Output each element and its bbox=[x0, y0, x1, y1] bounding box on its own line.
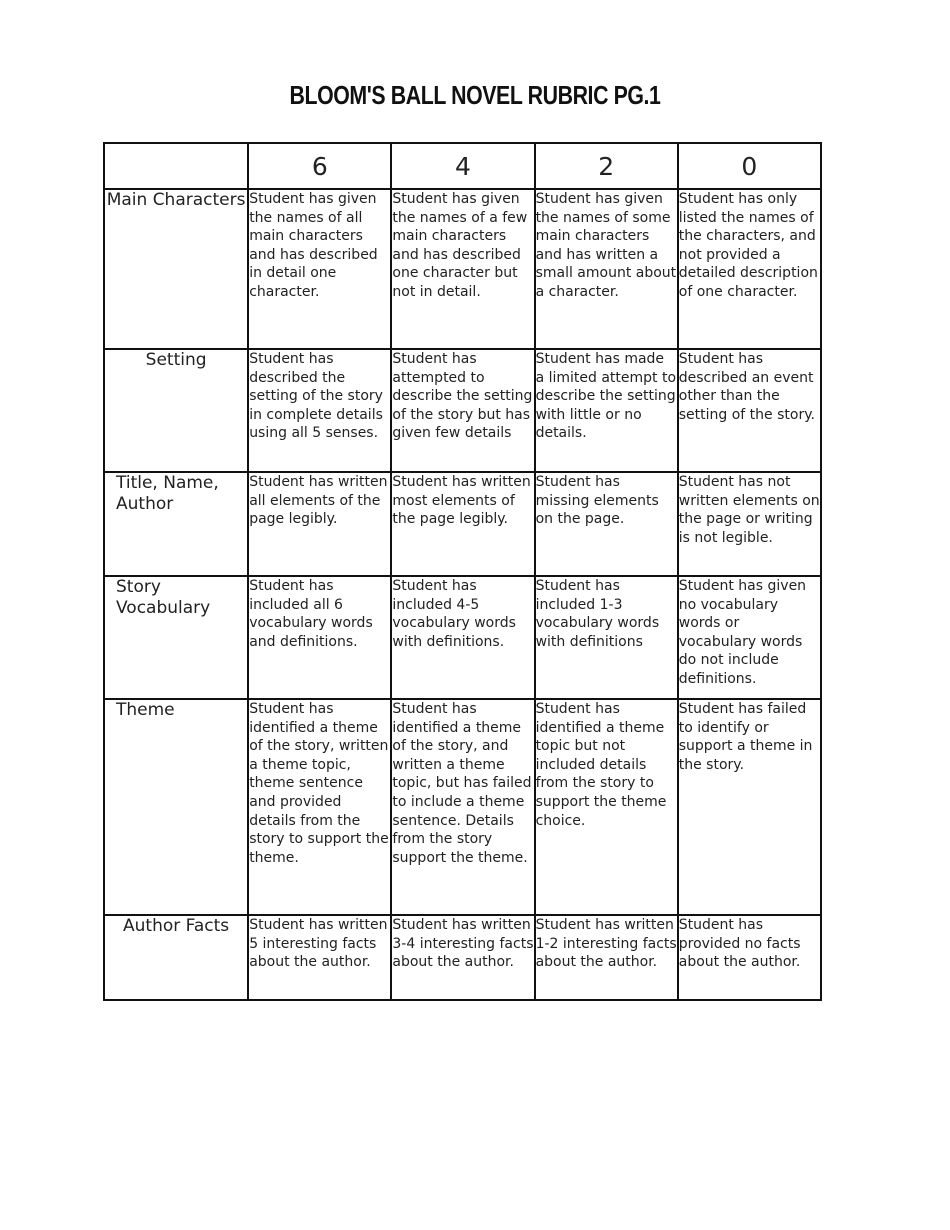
rubric-cell: Student has given the names of all main characters and has described in detail one character. bbox=[248, 189, 391, 349]
rubric-cell: Student has written 1-2 interesting facts about the author. bbox=[535, 915, 678, 1000]
criterion-theme: Theme bbox=[104, 699, 248, 915]
rubric-cell: Student has identified a theme of the story, written a theme topic, theme sentence and provided details from the story to support the theme. bbox=[248, 699, 391, 915]
rubric-cell: Student has provided no facts about the author. bbox=[678, 915, 821, 1000]
score-header-6: 6 bbox=[248, 143, 391, 189]
rubric-cell: Student has written most elements of the page legibly. bbox=[391, 472, 534, 576]
header-corner-cell bbox=[104, 143, 248, 189]
rubric-cell: Student has failed to identify or support a theme in the story. bbox=[678, 699, 821, 915]
criterion-author-facts: Author Facts bbox=[104, 915, 248, 1000]
table-row bbox=[104, 349, 821, 472]
rubric-cell: Student has missing elements on the page. bbox=[535, 472, 678, 576]
rubric-cell: Student has written 5 interesting facts about the author. bbox=[248, 915, 391, 1000]
rubric-cell: Student has only listed the names of the characters, and not provided a detailed description of one character. bbox=[678, 189, 821, 349]
criterion-story-vocabulary: Story Vocabulary bbox=[104, 576, 248, 699]
rubric-cell: Student has made a limited attempt to describe the setting with little or no details. bbox=[535, 349, 678, 472]
criterion-title-name-author: Title, Name, Author bbox=[104, 472, 248, 576]
table-row bbox=[104, 472, 821, 576]
rubric-cell: Student has attempted to describe the setting of the story but has given few details bbox=[391, 349, 534, 472]
rubric-cell: Student has identified a theme of the story, and written a theme topic, but has failed to include a theme sentence. Details from the story support the theme. bbox=[391, 699, 534, 915]
rubric-cell: Student has described the setting of the story in complete details using all 5 senses. bbox=[248, 349, 391, 472]
rubric-cell: Student has written all elements of the page legibly. bbox=[248, 472, 391, 576]
rubric-cell: Student has given the names of a few main characters and has described one character but not in detail. bbox=[391, 189, 534, 349]
rubric-cell: Student has included all 6 vocabulary words and definitions. bbox=[248, 576, 391, 699]
rubric-cell: Student has identified a theme topic but not included details from the story to support the theme choice. bbox=[535, 699, 678, 915]
score-header-2: 2 bbox=[535, 143, 678, 189]
header-row bbox=[104, 143, 821, 189]
score-header-0: 0 bbox=[678, 143, 821, 189]
rubric-cell: Student has described an event other than the setting of the story. bbox=[678, 349, 821, 472]
table-row bbox=[104, 915, 821, 1000]
rubric-cell: Student has not written elements on the page or writing is not legible. bbox=[678, 472, 821, 576]
rubric-cell: Student has included 4-5 vocabulary words with definitions. bbox=[391, 576, 534, 699]
page-title: BLOOM'S BALL NOVEL RUBRIC PG.1 bbox=[289, 80, 661, 110]
rubric-cell: Student has written 3-4 interesting facts about the author. bbox=[391, 915, 534, 1000]
rubric-cell: Student has given the names of some main characters and has written a small amount about a character. bbox=[535, 189, 678, 349]
table-row bbox=[104, 189, 821, 349]
rubric-table bbox=[103, 142, 822, 1001]
criterion-main-characters: Main Characters bbox=[104, 189, 248, 349]
criterion-setting: Setting bbox=[104, 349, 248, 472]
rubric-cell: Student has given no vocabulary words or vocabulary words do not include definitions. bbox=[678, 576, 821, 699]
table-row bbox=[104, 699, 821, 915]
table-row bbox=[104, 576, 821, 699]
rubric-cell: Student has included 1-3 vocabulary words with definitions bbox=[535, 576, 678, 699]
score-header-4: 4 bbox=[391, 143, 534, 189]
